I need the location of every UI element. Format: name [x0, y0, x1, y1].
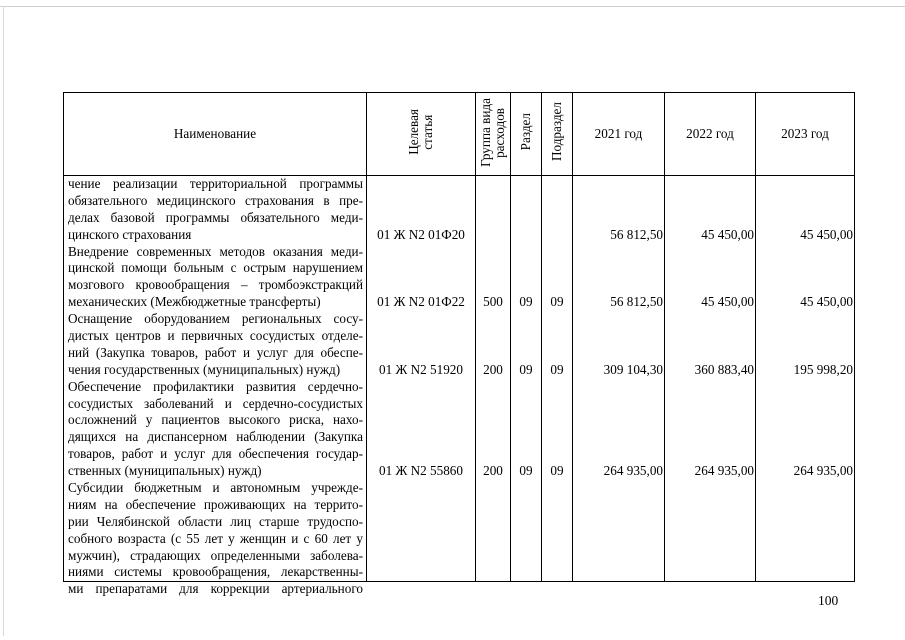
header-target-article: Целевая статья [367, 93, 476, 176]
name-line: обязательного медицинского страхования в пре- [68, 192, 363, 208]
name-line: сосудистых заболеваний и сердечно-сосудистых [68, 395, 363, 411]
target-value: 01 Ж N2 01Ф20 [377, 226, 465, 242]
y2023-column-cell [756, 176, 855, 582]
y2023-value: 195 998,20 [793, 361, 853, 377]
name-line: Субсидии бюджетным и автономным учрежде- [68, 480, 363, 496]
name-line: осложнений у пациентов высокого риска, нахо- [68, 412, 363, 428]
group-value: 200 [483, 361, 503, 377]
y2023-value: 45 450,00 [800, 294, 853, 310]
group-column-cell [476, 176, 511, 582]
target-value: 01 Ж N2 55860 [379, 463, 463, 479]
name-line: Оснащение оборудованием региональных сосу- [68, 311, 363, 327]
name-line: Внедрение современных методов оказания меди- [68, 243, 363, 259]
y2022-value: 360 883,40 [694, 361, 754, 377]
section-value [511, 227, 541, 244]
y2023-value: 45 450,00 [800, 226, 853, 242]
target-value: 01 Ж N2 51920 [379, 361, 463, 377]
name-line: мозгового кровообращения – тромбоэкстракций [68, 277, 363, 293]
header-2021: 2021 год [573, 93, 665, 176]
name-line: собного возраста (с 55 лет у женщин и с 60 лет у [68, 530, 363, 546]
page-top-edge [0, 6, 905, 7]
name-line: механических (Межбюджетные трансферты) [68, 294, 321, 310]
table-header-row [64, 93, 855, 176]
y2022-value: 45 450,00 [701, 226, 754, 242]
group-value: 500 [483, 294, 503, 310]
header-2022: 2022 год [665, 93, 756, 176]
name-line: ми препаратами для коррекции артериального [68, 581, 363, 597]
group-value [476, 227, 510, 244]
target-value: 01 Ж N2 01Ф22 [377, 294, 465, 310]
subsection-value [542, 227, 572, 244]
name-line: ниям на обеспечение проживающих на террито- [68, 496, 363, 512]
target-column-cell [367, 176, 476, 582]
budget-table [63, 92, 855, 597]
header-name: Наименование [64, 93, 367, 176]
name-line: дистых центров и первичных сосудистых отделе- [68, 328, 363, 344]
header-subsection: Подраздел [542, 93, 573, 176]
section-value: 09 [519, 463, 533, 479]
name-line: ственных (муниципальных) нужд) [68, 463, 262, 479]
group-value: 200 [483, 463, 503, 479]
header-expense-group: Группа вида расходов [476, 93, 511, 176]
y2021-value: 56 812,50 [610, 226, 663, 242]
page-left-edge [3, 6, 4, 636]
name-line: чение реализации территориальной программы [68, 176, 363, 191]
y2022-value: 45 450,00 [701, 294, 754, 310]
y2021-column-cell [573, 176, 665, 582]
section-value: 09 [519, 361, 533, 377]
name-line: мужчин), страдающих определенными заболева- [68, 547, 363, 563]
y2021-value: 56 812,50 [610, 294, 663, 310]
y2023-value: 264 935,00 [793, 463, 853, 479]
name-line: делах базовой программы обязательного меди- [68, 209, 363, 225]
subsection-value: 09 [550, 361, 564, 377]
name-line: рии Челябинской области лиц старше трудоспо- [68, 513, 363, 529]
name-line: цинской помощи больным с острым нарушением [68, 260, 363, 276]
subsection-value: 09 [550, 294, 564, 310]
name-line: чения государственных (муниципальных) нужд) [68, 361, 341, 377]
section-value: 09 [519, 294, 533, 310]
y2022-value: 264 935,00 [694, 463, 754, 479]
page-number: 100 [818, 593, 839, 608]
name-line: дящихся на диспансерном наблюдении (Закупка [68, 429, 363, 445]
section-column-cell [511, 176, 542, 582]
subsection-value: 09 [550, 463, 564, 479]
subsection-column-cell [542, 176, 573, 582]
name-column-cell [64, 176, 367, 597]
y2021-value: 264 935,00 [603, 463, 663, 479]
name-line: цинского страхования [68, 226, 192, 242]
header-2023: 2023 год [756, 93, 855, 176]
y2021-value: 309 104,30 [603, 361, 663, 377]
name-line: ниями системы кровообращения, лекарственны- [68, 564, 363, 580]
header-section: Раздел [511, 93, 542, 176]
name-line: ний (Закупка товаров, работ и услуг для обеспе- [68, 344, 363, 360]
table-body-row [64, 176, 855, 582]
name-line: товаров, работ и услуг для обеспечения государ- [68, 446, 363, 462]
name-line: Обеспечение профилактики развития сердечно- [68, 378, 363, 394]
y2022-column-cell [665, 176, 756, 582]
